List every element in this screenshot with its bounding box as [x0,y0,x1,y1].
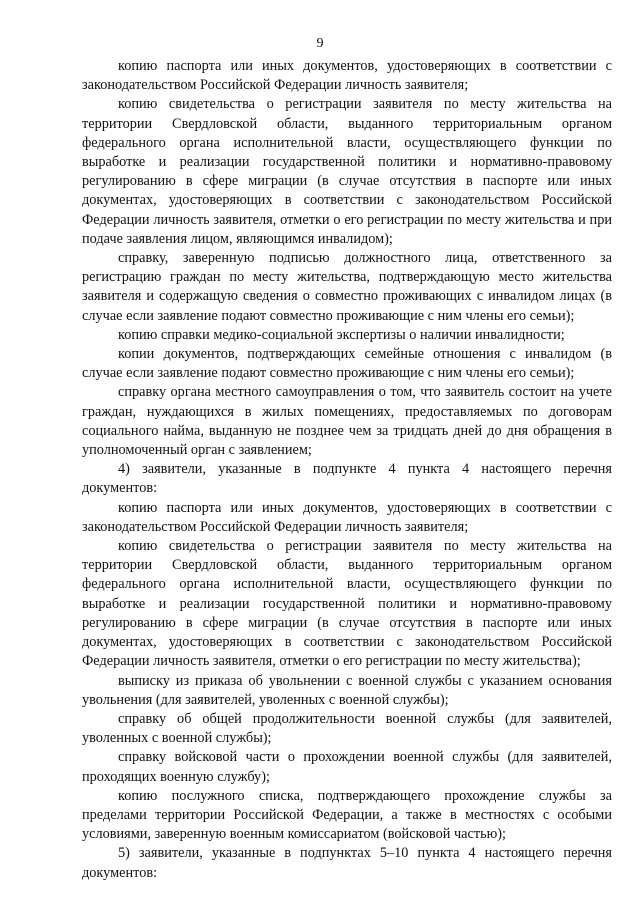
paragraph-registration-certificate: копию свидетельства о регистрации заявителя по месту жительства на территории Свердловской области, выданного территориальным органом федерального органа исполнительной власти, осуществляющего функции по выработке и реализации государственной политики и нормативно-правовому регулированию в сфере миграции (в случае отсутствия в паспорте или иных документах, удостоверяющих в соответствии с законодательством Российской Федерации личность заявителя, отметки о его регистрации по месту жительства и при подаче заявления лицом, являющимся инвалидом); [82,96,612,247]
page-number: 9 [316,36,324,51]
paragraph-service-duration-certificate: справку об общей продолжительности военной службы (для заявителей, уволенных с военной службы); [82,710,612,747]
paragraph-local-authority-certificate: справку органа местного самоуправления о том, что заявитель состоит на учете граждан, нуждающихся в жилых помещениях, предоставляемых по договорам социального найма, выданную не позднее чем за тридцать дней до дня обращения в уполномоченный орган с заявлением; [82,384,612,459]
paragraph-registration-certificate-2: копию свидетельства о регистрации заявителя по месту жительства на территории Свердловской области, выданного территориальным органом федерального органа исполнительной власти, осуществляющего функции по выработке и реализации государственной политики и нормативно-правовому регулированию в сфере миграции (в случае отсутствия в паспорте или иных документах, удостоверяющих в соответствии с законодательством Российской Федерации личность заявителя, отметки о его регистрации по месту жительства); [82,538,612,670]
paragraph-item-5-heading: 5) заявители, указанные в подпунктах 5–10 пункта 4 настоящего перечня документов: [82,845,612,881]
paragraph-dismissal-order-extract: выписку из приказа об увольнении с военной службы с указанием основания увольнения (для заявителей, уволенных с военной службы); [82,672,612,708]
document-body [82,57,612,883]
paragraph-medical-certificate: копию справки медико-социальной экспертизы о наличии инвалидности; [118,326,565,343]
paragraph-service-record-copy: копию послужного списка, подтверждающего прохождение службы за пределами территории Российской Федерации, а также в местностях с особыми условиями, заверенную военным комиссариатом (войсковой частью); [82,787,612,843]
paragraph-military-unit-certificate: справку войсковой части о прохождении военной службы (для заявителей, проходящих военную службу); [82,749,612,785]
paragraph-item-4-heading: 4) заявители, указанные в подпункте 4 пункта 4 настоящего перечня документов: [82,461,612,497]
paragraph-residence-certificate: справку, заверенную подписью должностного лица, ответственного за регистрацию граждан по месту жительства, подтверждающую место жительства заявителя и содержащую сведения о совместно проживающих с инвалидом лицах (в случае если заявление подают совместно проживающие с ним члены его семьи); [82,250,612,324]
paragraph-family-documents: копии документов, подтверждающих семейные отношения с инвалидом (в случае если заявление подают совместно проживающие с ним члены его семьи); [82,346,612,382]
paragraph-passport-copy: копию паспорта или иных документов, удостоверяющих в соответствии с законодательством Российской Федерации личность заявителя; [82,58,612,94]
paragraph-passport-copy-2: копию паспорта или иных документов, удостоверяющих в соответствии с законодательством Российской Федерации личность заявителя; [82,499,612,535]
